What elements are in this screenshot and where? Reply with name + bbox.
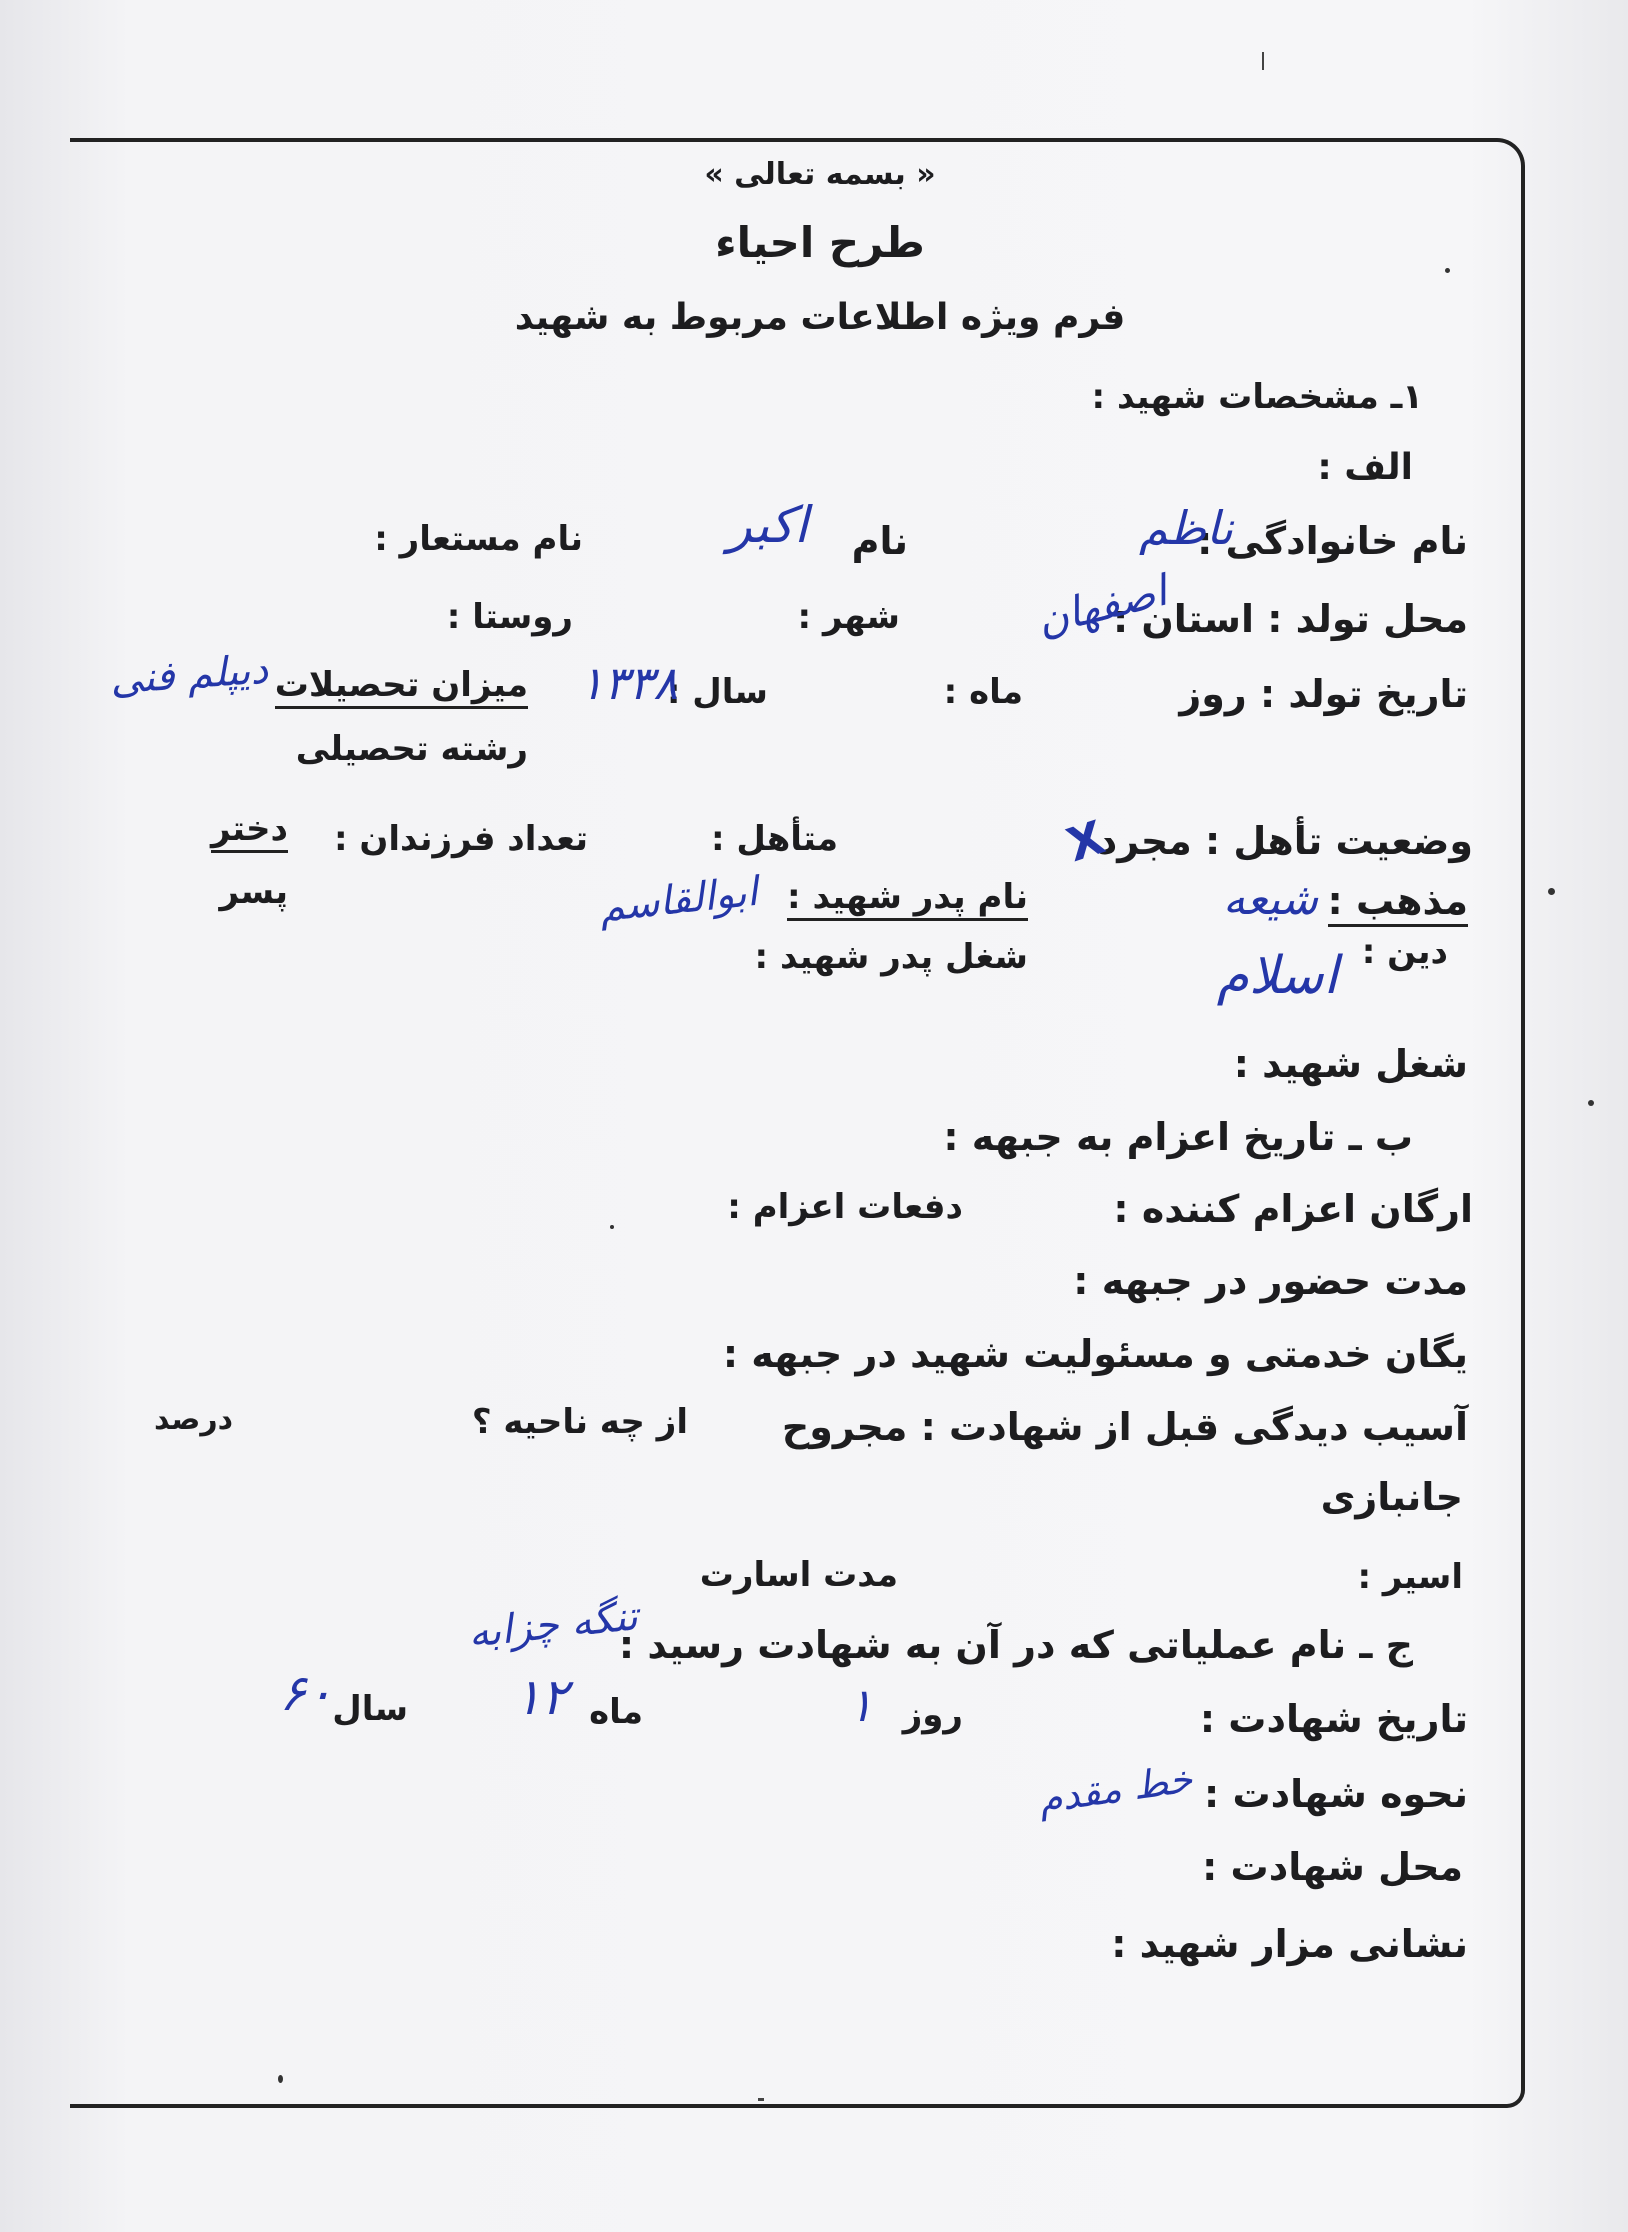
scan-speck [1445,268,1450,273]
percent-label: درصد [154,1402,233,1437]
dispatch-org-label: ارگان اعزام کننده : [1113,1187,1473,1231]
veteran-label: جانبازی [1320,1475,1463,1519]
birthplace-value: اصفهان [1032,565,1172,646]
religion-value: اسلام [1216,946,1338,1006]
captivity-duration-label: مدت اسارت [699,1555,898,1595]
grave-label: نشانی مزار شهید : [1111,1922,1468,1966]
dispatch-times-label: دفعات اعزام : [727,1187,963,1227]
marital-label: وضعیت تأهل : مجرد [1097,819,1473,863]
section-heading: ۱ـ مشخصات شهید : [1091,377,1423,417]
alias-label: نام مستعار : [374,519,583,559]
scan-speck [1548,888,1555,895]
injury-label: آسیب دیدگی قبل از شهادت : مجروح [781,1405,1468,1449]
field-of-study-label: رشته تحصیلی [295,729,528,769]
invocation: « بسمه تعالی » [704,157,936,192]
front-duration-label: مدت حضور در جبهه : [1073,1259,1468,1303]
day-value: ۱ [848,1678,873,1732]
month2-label: ماه [589,1692,643,1732]
scan-speck [1588,1100,1594,1106]
injury-area-label: از چه ناحیه ؟ [471,1402,688,1442]
captive-label: اسیر : [1357,1557,1463,1597]
family-name-value: ناظم [1138,501,1233,555]
village-label: روستا : [446,597,573,637]
page-title: طرح احیاء [715,218,925,267]
scan-speck [278,2075,283,2083]
year-label: سال : [666,672,768,712]
manner-label: نحوه شهادت : [1204,1772,1468,1816]
part-c-value: تنگه چزابه [466,1593,640,1657]
year-value: ۱۳۳۸ [579,656,678,710]
scan-mark [758,2098,764,2101]
father-job-label: شغل پدر شهید : [754,937,1028,977]
day-label: روز [902,1695,963,1735]
manner-value: خط مقدم [1035,1756,1196,1822]
month-label: ماه : [943,672,1023,712]
first-name-label: نام [851,519,908,563]
martyrdom-date-label: تاریخ شهادت : [1199,1697,1468,1741]
father-name-value: ابوالقاسم [597,868,760,932]
first-name-value: اکبر [727,496,808,554]
religion-label: دین : [1361,932,1448,972]
son-label: پسر [219,872,288,912]
scan-mark [1262,52,1264,70]
married-label: متأهل : [710,819,838,859]
place-label: محل شهادت : [1202,1845,1463,1889]
education-value: دیپلم فنی [108,646,270,704]
sect-value: شیعه [1223,874,1318,925]
year2-value: ۶۰ [279,1664,333,1722]
unit-label: یگان خدمتی و مسئولیت شهید در جبهه : [722,1332,1468,1376]
single-check-mark: X [1060,809,1111,873]
page-subtitle: فرم ویژه اطلاعات مربوط به شهید [514,297,1126,338]
year2-label: سال [332,1689,408,1729]
father-name-label: نام پدر شهید : [787,880,1028,921]
education-label: میزان تحصیلات [275,668,528,709]
job-label: شغل شهید : [1233,1042,1468,1086]
scan-speck [610,1225,614,1229]
part-b-label: ب ـ تاریخ اعزام به جبهه : [943,1115,1413,1159]
city-label: شهر : [797,597,900,637]
birthplace-label: محل تولد : استان : [1112,597,1468,641]
part-a-label: الف : [1317,447,1413,488]
children-label: تعداد فرزندان : [333,819,588,859]
month2-value: ۱۲ [514,1668,568,1726]
part-c-label: ج ـ نام عملیاتی که در آن به شهادت رسید : [618,1623,1413,1667]
family-name-label: نام خانوادگی : [1197,519,1468,563]
birthdate-label: تاریخ تولد : روز [1179,672,1468,716]
sect-label: مذهب : [1328,882,1468,927]
daughter-label: دختر [211,812,288,853]
